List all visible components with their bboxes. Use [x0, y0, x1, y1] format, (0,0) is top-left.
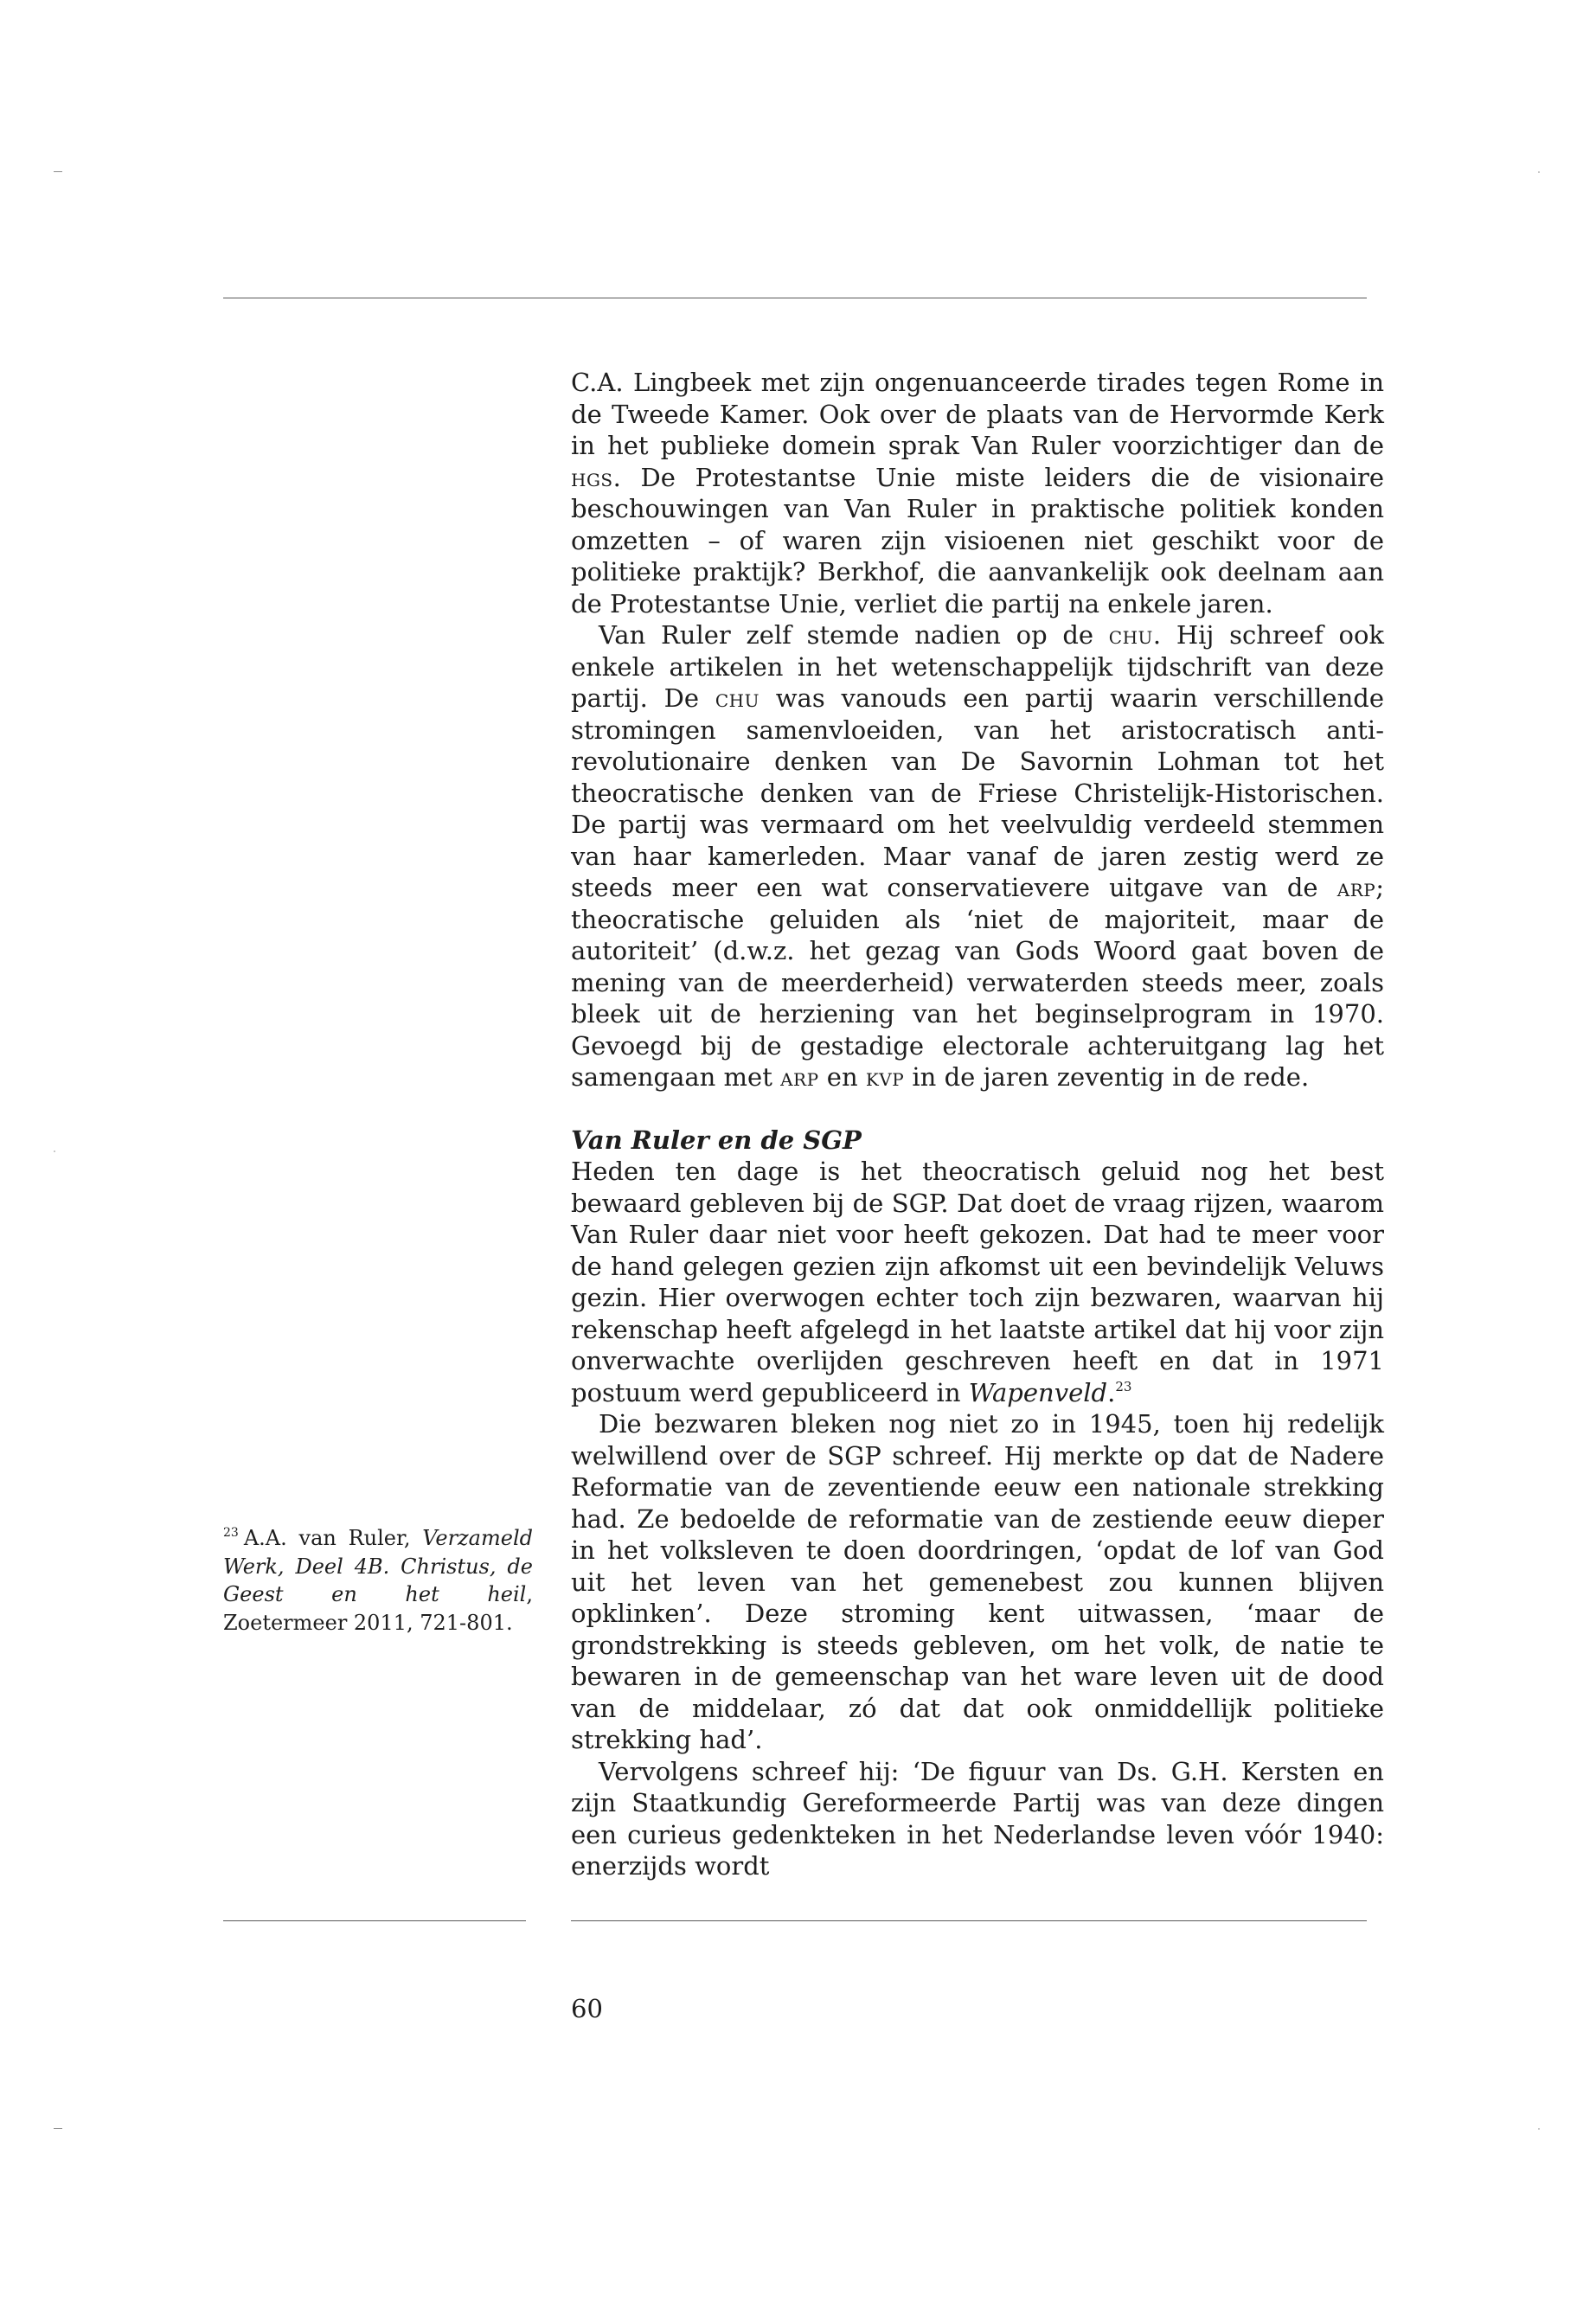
- crop-mark-top-left: [54, 171, 62, 172]
- footnote: [223, 1524, 533, 1637]
- section-heading: Van Ruler en de SGP: [571, 1125, 862, 1155]
- section-paragraph-1-text: Heden ten dage is het theocratisch geluid nog het best bewaard gebleven bij de SGP. Dat doet de vraag rijzen, waarom Van Ruler daar niet voor heeft gekozen. Dat had te meer voor de hand gelegen gezien zijn afkomst uit een bevindelijk Veluws gezin. Hier overwogen echter toch zijn bezwaren, waarvan hij rekenschap heeft afgelegd in het laatste artikel dat hij voor zijn onverwachte overlijden geschreven heeft en dat in 1971 postuum werd gepubliceerd in: [571, 1157, 1384, 1407]
- bottom-rule-left: [223, 1920, 526, 1921]
- print-mark-bottom-right: [1538, 2128, 1540, 2130]
- journal-title: Wapenveld: [968, 1377, 1108, 1407]
- section-paragraph-2: Die bezwaren bleken nog niet zo in 1945, toen hij redelijk welwillend over de SGP schreef. Hij merkte op dat de Nadere Reformatie van de zeventiende eeuw een nationale strekking had. Ze bedoelde de reformatie van de zestiende eeuw dieper in het volksleven te doen doordringen, ‘opdat de lof van God uit het leven van het gemenebest zou kunnen blijven opklinken’. Deze stroming kent uitwassen, ‘maar de grondstrekking is steeds gebleven, om het volk, de natie te bewaren in de gemeenschap van het ware leven uit de dood van de middelaar, zó dat dat ook onmiddellijk politieke strekking had’.: [571, 1409, 1384, 1754]
- paragraph-2: Van Ruler zelf stemde nadien op de chu. Hij schreef ook enkele artikelen in het wetenschappelijk tijdschrift van deze partij. De chu was vanouds een partij waarin verschillende stromingen samenvloeiden, van het aristocratisch anti-revolutionaire denken van De Savornin Lohman tot het theocratische denken van de Friese Christelijk-Historischen. De partij was vermaard om het veelvuldig verdeeld stemmen van haar kamerleden. Maar vanaf de jaren zestig werd ze steeds meer een wat conservatievere uitgave van de arp; theocratische geluiden als ‘niet de majoriteit, maar de autoriteit’ (d.w.z. het gezag van Gods Woord gaat boven de mening van de meerderheid) verwaterden steeds meer, zoals bleek uit de herziening van het beginselprogram in 1970. Gevoegd bij de gestadige electorale achteruitgang lag het samengaan met arp en kvp in de jaren zeventig in de rede.: [571, 620, 1384, 1092]
- footnote-citation: , Zoetermeer 2011, 721-801.: [223, 1582, 533, 1635]
- bottom-rule-right: [571, 1920, 1367, 1921]
- section-paragraph-3: Vervolgens schreef hij: ‘De figuur van Ds. G.H. Kersten en zijn Staatkundig Gereformeerde Partij was van deze dingen een curieus gedenkteken in het Nederlandse leven vóór 1940: enerzijds wordt: [571, 1756, 1384, 1881]
- crop-mark-bottom-left: [54, 2128, 62, 2129]
- print-mark-top-right: [1538, 171, 1540, 173]
- print-mark-left-middle: [54, 1150, 55, 1152]
- main-text-column: [571, 367, 1384, 1882]
- footnote-title: Verzameld Werk, Deel 4B. Christus, de Geest en het heil: [223, 1526, 533, 1606]
- section-paragraph-1-end: .: [1107, 1377, 1116, 1407]
- paragraph-1: C.A. Lingbeek met zijn ongenuanceerde tirades tegen Rome in de Tweede Kamer. Ook over de plaats van de Hervormde Kerk in het publieke domein sprak Van Ruler voorzichtiger dan de hgs. De Protestantse Unie miste leiders die de visionaire beschouwingen van Van Ruler in praktische politiek konden omzetten – of waren zijn visioenen niet geschikt voor de politieke praktijk? Berkhof, die aanvankelijk ook deelnam aan de Protestantse Unie, verliet die partij na enkele jaren.: [571, 368, 1384, 619]
- page-number: 60: [571, 1994, 603, 2023]
- footnote-author: A.A. van Ruler,: [243, 1526, 411, 1550]
- footnote-reference[interactable]: 23: [1115, 1378, 1132, 1394]
- section-paragraph-1: [571, 1156, 1384, 1408]
- footnote-number: 23: [223, 1526, 239, 1540]
